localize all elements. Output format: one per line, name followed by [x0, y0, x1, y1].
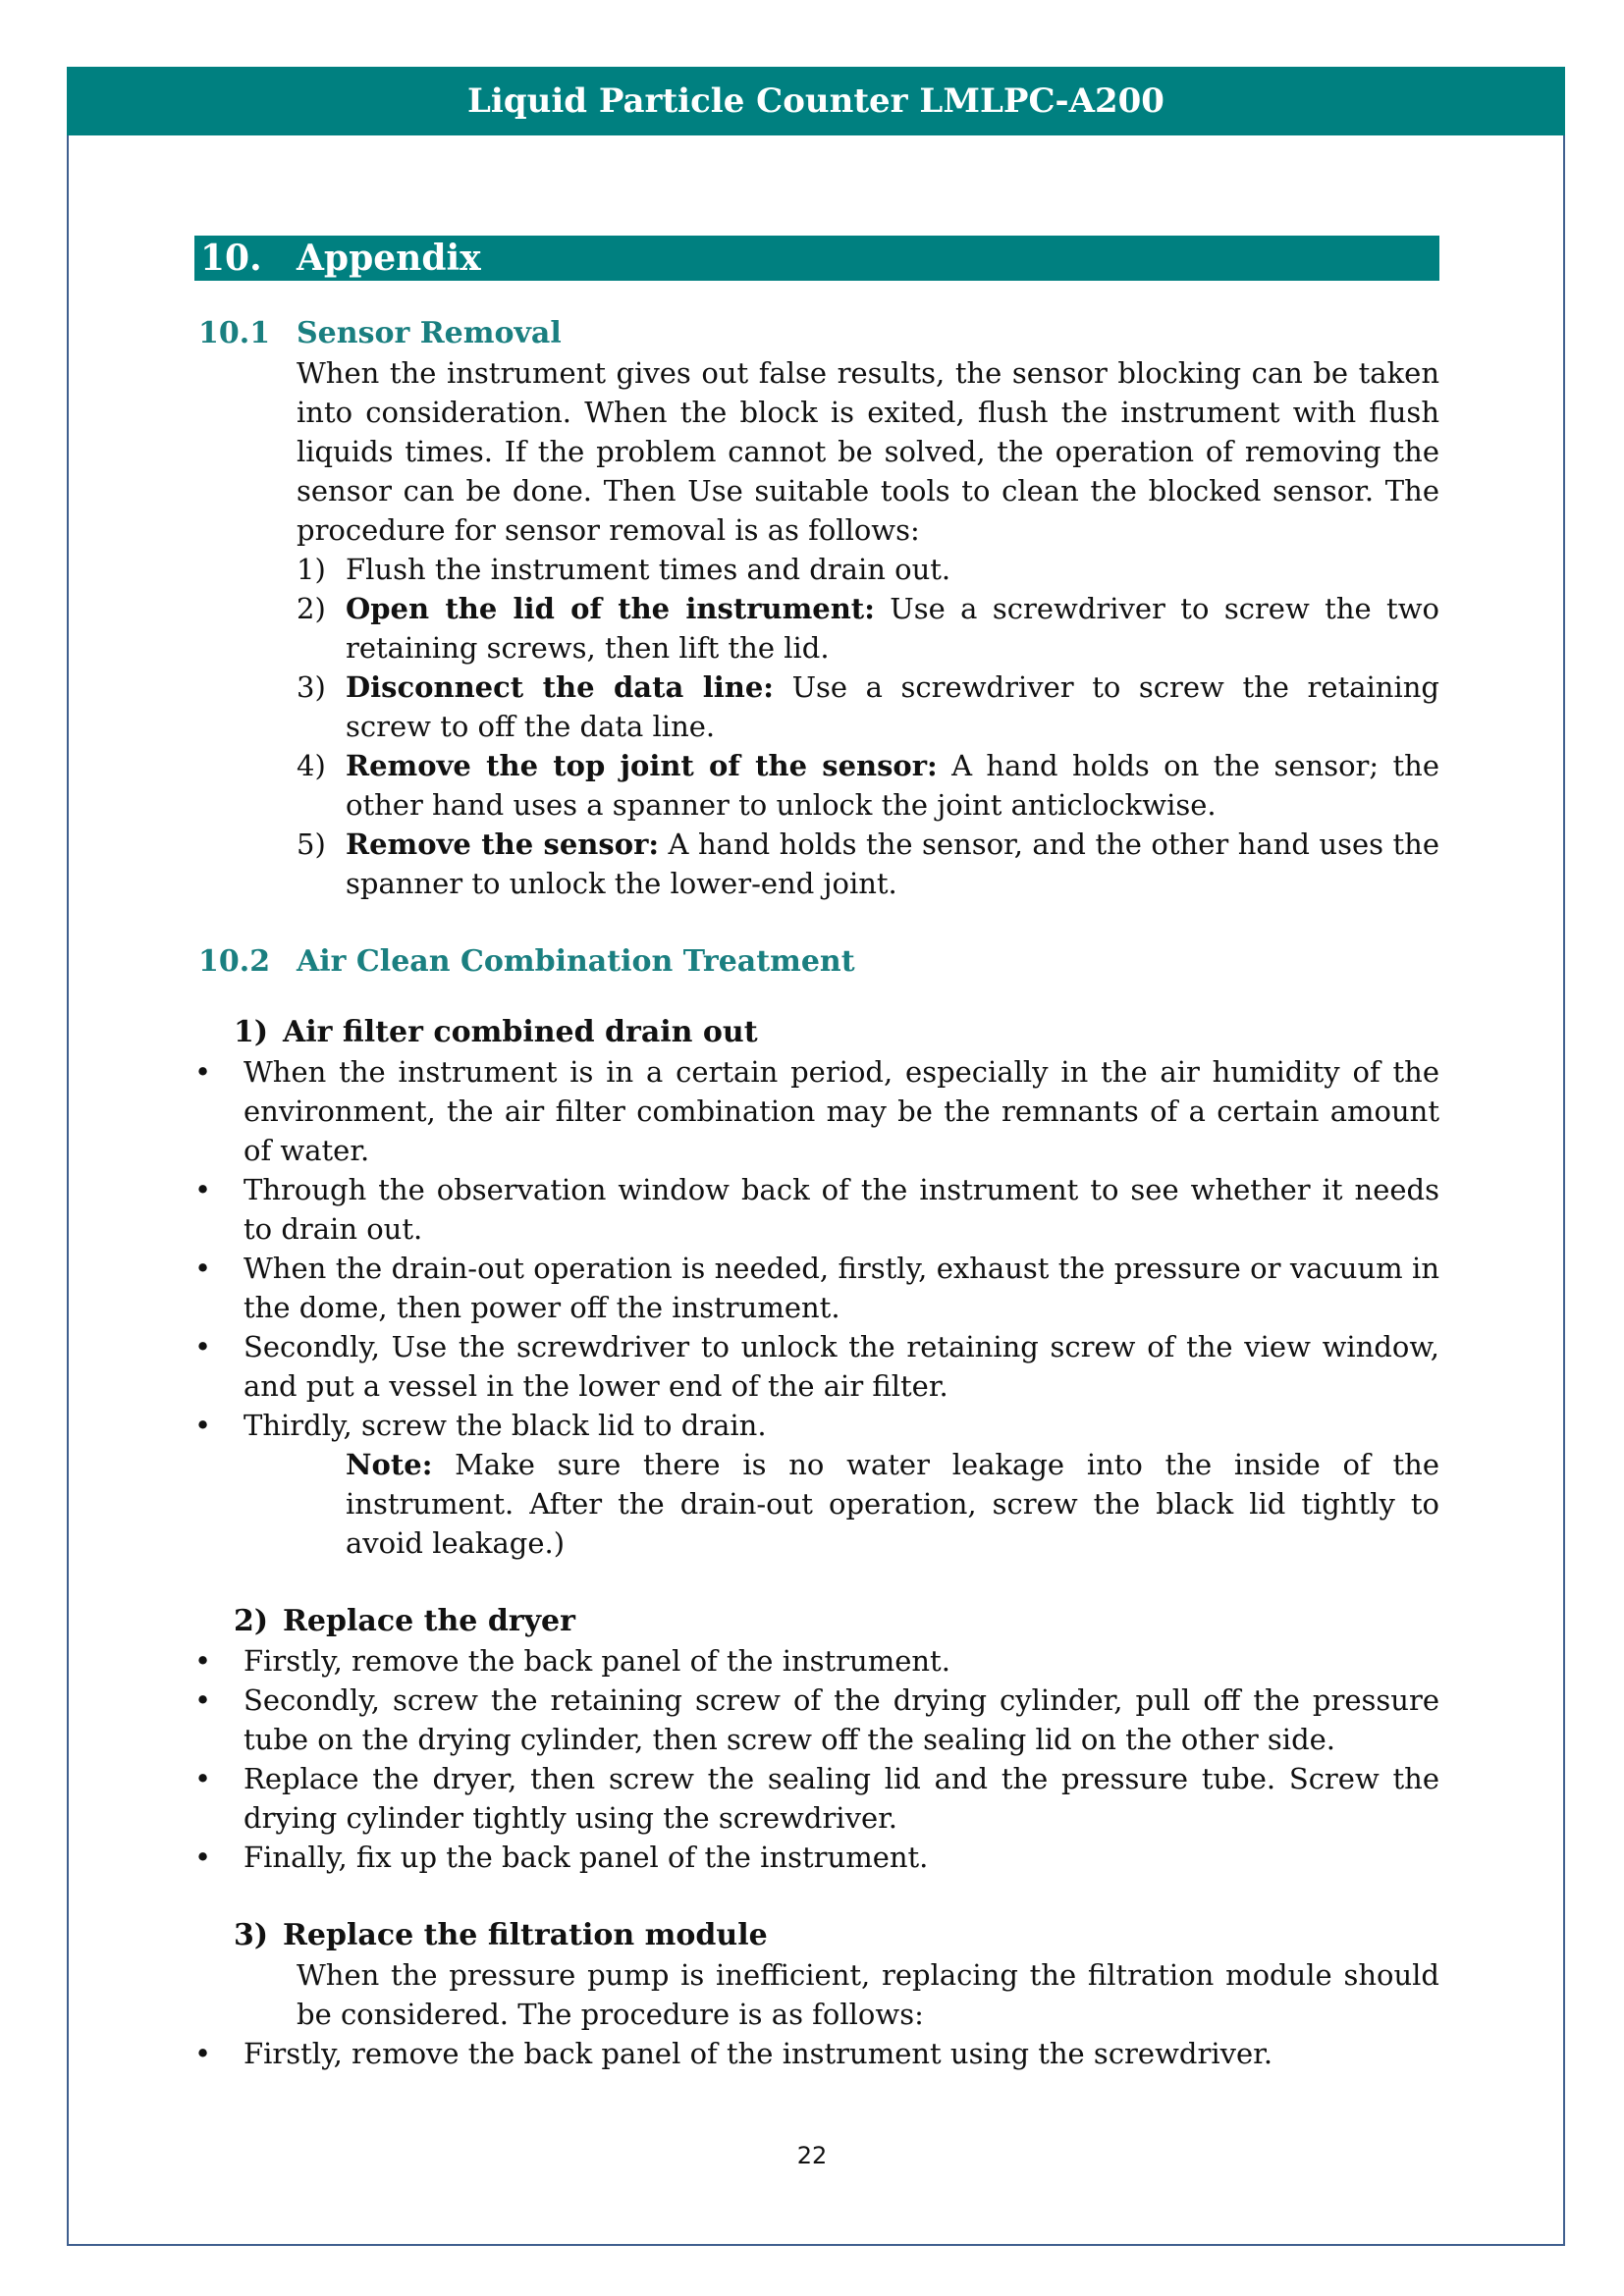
step-number: 4) — [297, 749, 326, 782]
item-heading-filtration — [234, 1916, 1439, 1955]
bullet-item — [194, 1249, 1439, 1327]
page-number: 22 — [796, 2142, 828, 2169]
bullet-text: Finally, fix up the back panel of the instrument. — [244, 1841, 929, 1874]
step-number: 1) — [297, 553, 326, 586]
step-text: Use a screwdriver to screw the retaining screw to off the data line. — [346, 670, 1439, 743]
step-item — [297, 667, 1439, 746]
step-item — [297, 746, 1439, 825]
bullet-icon: • — [194, 1252, 212, 1285]
step-label: Open the lid of the instrument: — [346, 592, 875, 625]
step-item — [297, 550, 1439, 589]
bullet-icon: • — [194, 1173, 212, 1206]
bullet-icon: • — [194, 1409, 212, 1442]
bullet-text: When the instrument is in a certain period, especially in the air humidity of the environment, the air filter combination may be the remnants of a certain amount of water. — [244, 1055, 1439, 1167]
note-text: Make sure there is no water leakage into the inside of the instrument. After the drain-out operation, screw the black lid tightly to avoid leakage.) — [346, 1448, 1439, 1560]
step-item — [297, 589, 1439, 667]
step-label: Remove the top joint of the sensor: — [346, 749, 938, 782]
header-title: Liquid Particle Counter LMLPC-A200 — [467, 81, 1164, 121]
bullet-text: Thirdly, screw the black lid to drain. — [244, 1409, 767, 1442]
item-title: Replace the filtration module — [283, 1918, 768, 1952]
bullet-item — [194, 1838, 1439, 1877]
item-title: Replace the dryer — [283, 1604, 575, 1638]
bullet-text: Secondly, Use the screwdriver to unlock the retaining screw of the view window, and put a vessel in the lower end of the air filter. — [244, 1330, 1439, 1403]
bullet-text: Through the observation window back of the instrument to see whether it needs to drain out. — [244, 1173, 1439, 1246]
sensor-removal-steps — [297, 550, 1439, 903]
item-heading-air-filter — [234, 1013, 1439, 1052]
dryer-bullets — [194, 1641, 1439, 1877]
subsection-heading-10-2 — [194, 942, 1439, 982]
bullet-item — [194, 1681, 1439, 1759]
bullet-item — [194, 1052, 1439, 1170]
bullet-text: When the drain-out operation is needed, firstly, exhaust the pressure or vacuum in the dome, then power off the instrument. — [244, 1252, 1439, 1324]
subsection-heading-10-1 — [194, 314, 1439, 353]
bullet-item — [194, 2034, 1439, 2073]
bullet-icon: • — [194, 1644, 212, 1678]
bullet-item — [194, 1170, 1439, 1249]
bullet-item — [194, 1406, 1439, 1445]
step-label: Disconnect the data line: — [346, 670, 775, 704]
step-text: Flush the instrument times and drain out. — [346, 553, 951, 586]
step-text: Use a screwdriver to screw the two retaining screws, then lift the lid. — [346, 592, 1439, 665]
bullet-icon: • — [194, 1683, 212, 1717]
bullet-icon: • — [194, 1330, 212, 1363]
bullet-item — [194, 1327, 1439, 1406]
step-number: 3) — [297, 670, 326, 704]
sensor-removal-intro: When the instrument gives out false results, the sensor blocking can be taken into consideration. When the block is exited, flush the instrument with flush liquids times. If the problem cannot be solved, the operation of removing the sensor can be done. Then Use suitable tools to clean the blocked sensor. The procedure for sensor removal is as follows: — [297, 356, 1439, 547]
step-number: 2) — [297, 592, 326, 625]
section-number: 10. — [200, 238, 262, 279]
bullet-icon: • — [194, 1055, 212, 1089]
subsection-number: 10.1 — [198, 316, 271, 350]
item-heading-dryer — [234, 1602, 1439, 1641]
step-label: Remove the sensor: — [346, 828, 660, 861]
bullet-text: Firstly, remove the back panel of the instrument. — [244, 1644, 950, 1678]
content — [194, 236, 1439, 2073]
air-filter-bullets — [194, 1052, 1439, 1445]
step-item — [297, 825, 1439, 903]
subsection-title: Sensor Removal — [297, 316, 562, 350]
bullet-text: Firstly, remove the back panel of the instrument using the screwdriver. — [244, 2037, 1273, 2070]
bullet-text: Secondly, screw the retaining screw of the drying cylinder, pull off the pressure tube on the drying cylinder, then screw off the sealing lid on the other side. — [244, 1683, 1439, 1756]
filtration-intro: When the pressure pump is inefficient, replacing the filtration module should be considered. The procedure is as follows: — [297, 1958, 1439, 2031]
bullet-text: Replace the dryer, then screw the sealing lid and the pressure tube. Screw the drying cylinder tightly using the screwdriver. — [244, 1762, 1439, 1835]
filtration-bullets — [194, 2034, 1439, 2073]
bullet-icon: • — [194, 2037, 212, 2070]
note-label: Note: — [346, 1448, 433, 1481]
page-header — [67, 67, 1565, 135]
step-text: A hand holds on the sensor; the other hand uses a spanner to unlock the joint anticlockwise. — [346, 749, 1440, 822]
item-title: Air filter combined drain out — [283, 1015, 758, 1049]
bullet-item — [194, 1641, 1439, 1681]
step-text: A hand holds the sensor, and the other hand uses the spanner to unlock the lower-end joint. — [346, 828, 1439, 900]
note — [346, 1445, 1439, 1563]
item-number: 2) — [234, 1604, 269, 1638]
subsection-number: 10.2 — [198, 944, 271, 979]
bullet-icon: • — [194, 1841, 212, 1874]
item-number: 1) — [234, 1015, 269, 1049]
subsection-title: Air Clean Combination Treatment — [297, 944, 855, 979]
section-heading — [194, 236, 1439, 281]
bullet-item — [194, 1759, 1439, 1838]
step-number: 5) — [297, 828, 326, 861]
item-number: 3) — [234, 1918, 269, 1952]
section-title: Appendix — [297, 238, 481, 279]
bullet-icon: • — [194, 1762, 212, 1795]
